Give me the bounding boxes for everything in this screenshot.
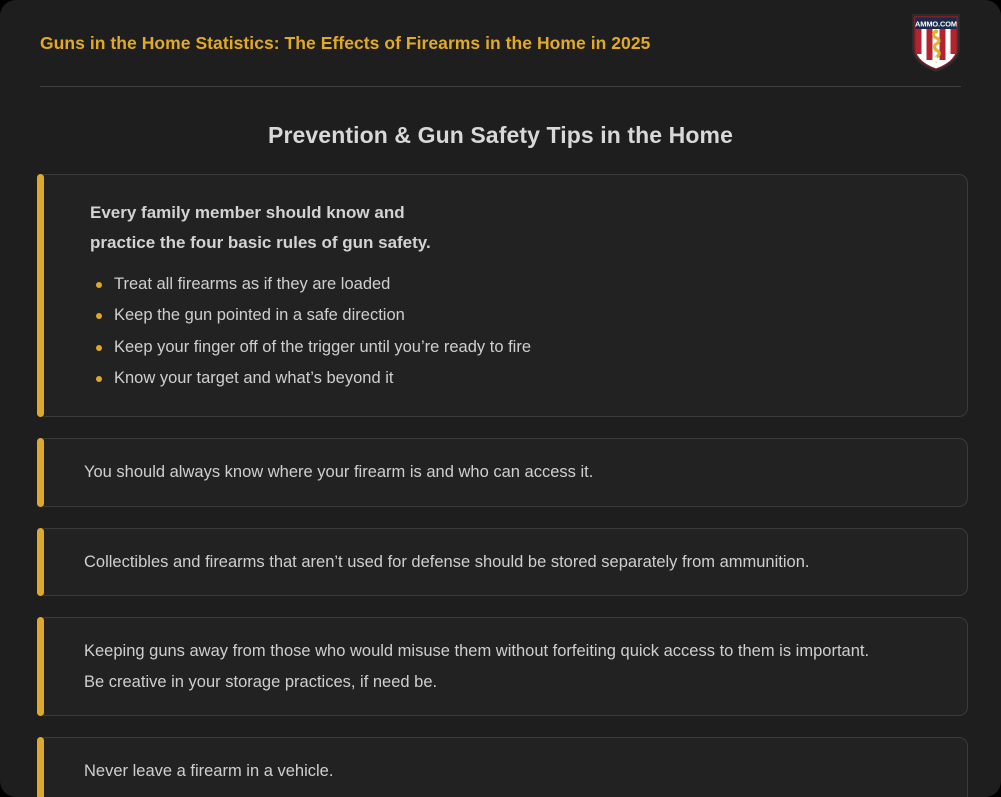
tip-card (37, 438, 968, 507)
tip-text: Never leave a firearm in a vehicle. (84, 762, 334, 781)
safety-tips-list (0, 174, 1001, 797)
rules-intro-line-1: Every family member should know and (90, 203, 405, 222)
tip-card (37, 617, 968, 716)
ammo-com-logo[interactable] (912, 14, 960, 72)
page-header (0, 0, 1001, 86)
list-item: Know your target and what’s beyond it (90, 363, 945, 394)
rules-intro (90, 198, 945, 259)
tip-card (37, 737, 968, 797)
tip-card (37, 528, 968, 597)
header-divider (40, 86, 961, 87)
basic-rules-list (90, 269, 945, 394)
list-item: Keep your finger off of the trigger until you’re ready to fire (90, 332, 945, 363)
tip-text: You should always know where your firearm is and who can access it. (84, 463, 594, 482)
section-heading: Prevention & Gun Safety Tips in the Home (268, 122, 733, 148)
tip-card-rules (37, 174, 968, 417)
page-title: Guns in the Home Statistics: The Effects of Firearms in the Home in 2025 (40, 32, 651, 53)
svg-text:AMMO.COM: AMMO.COM (915, 19, 957, 29)
shield-icon (912, 14, 960, 72)
tip-text: Collectibles and firearms that aren’t used for defense should be stored separately from ammunition. (84, 552, 810, 571)
rules-intro-line-2: practice the four basic rules of gun safety. (90, 233, 431, 253)
list-item: Treat all firearms as if they are loaded (90, 269, 945, 300)
tip-text-secondary: Be creative in your storage practices, if need be. (84, 672, 438, 691)
tip-text: Keeping guns away from those who would misuse them without forfeiting quick access to them is important. (84, 642, 870, 661)
list-item: Keep the gun pointed in a safe direction (90, 300, 945, 331)
